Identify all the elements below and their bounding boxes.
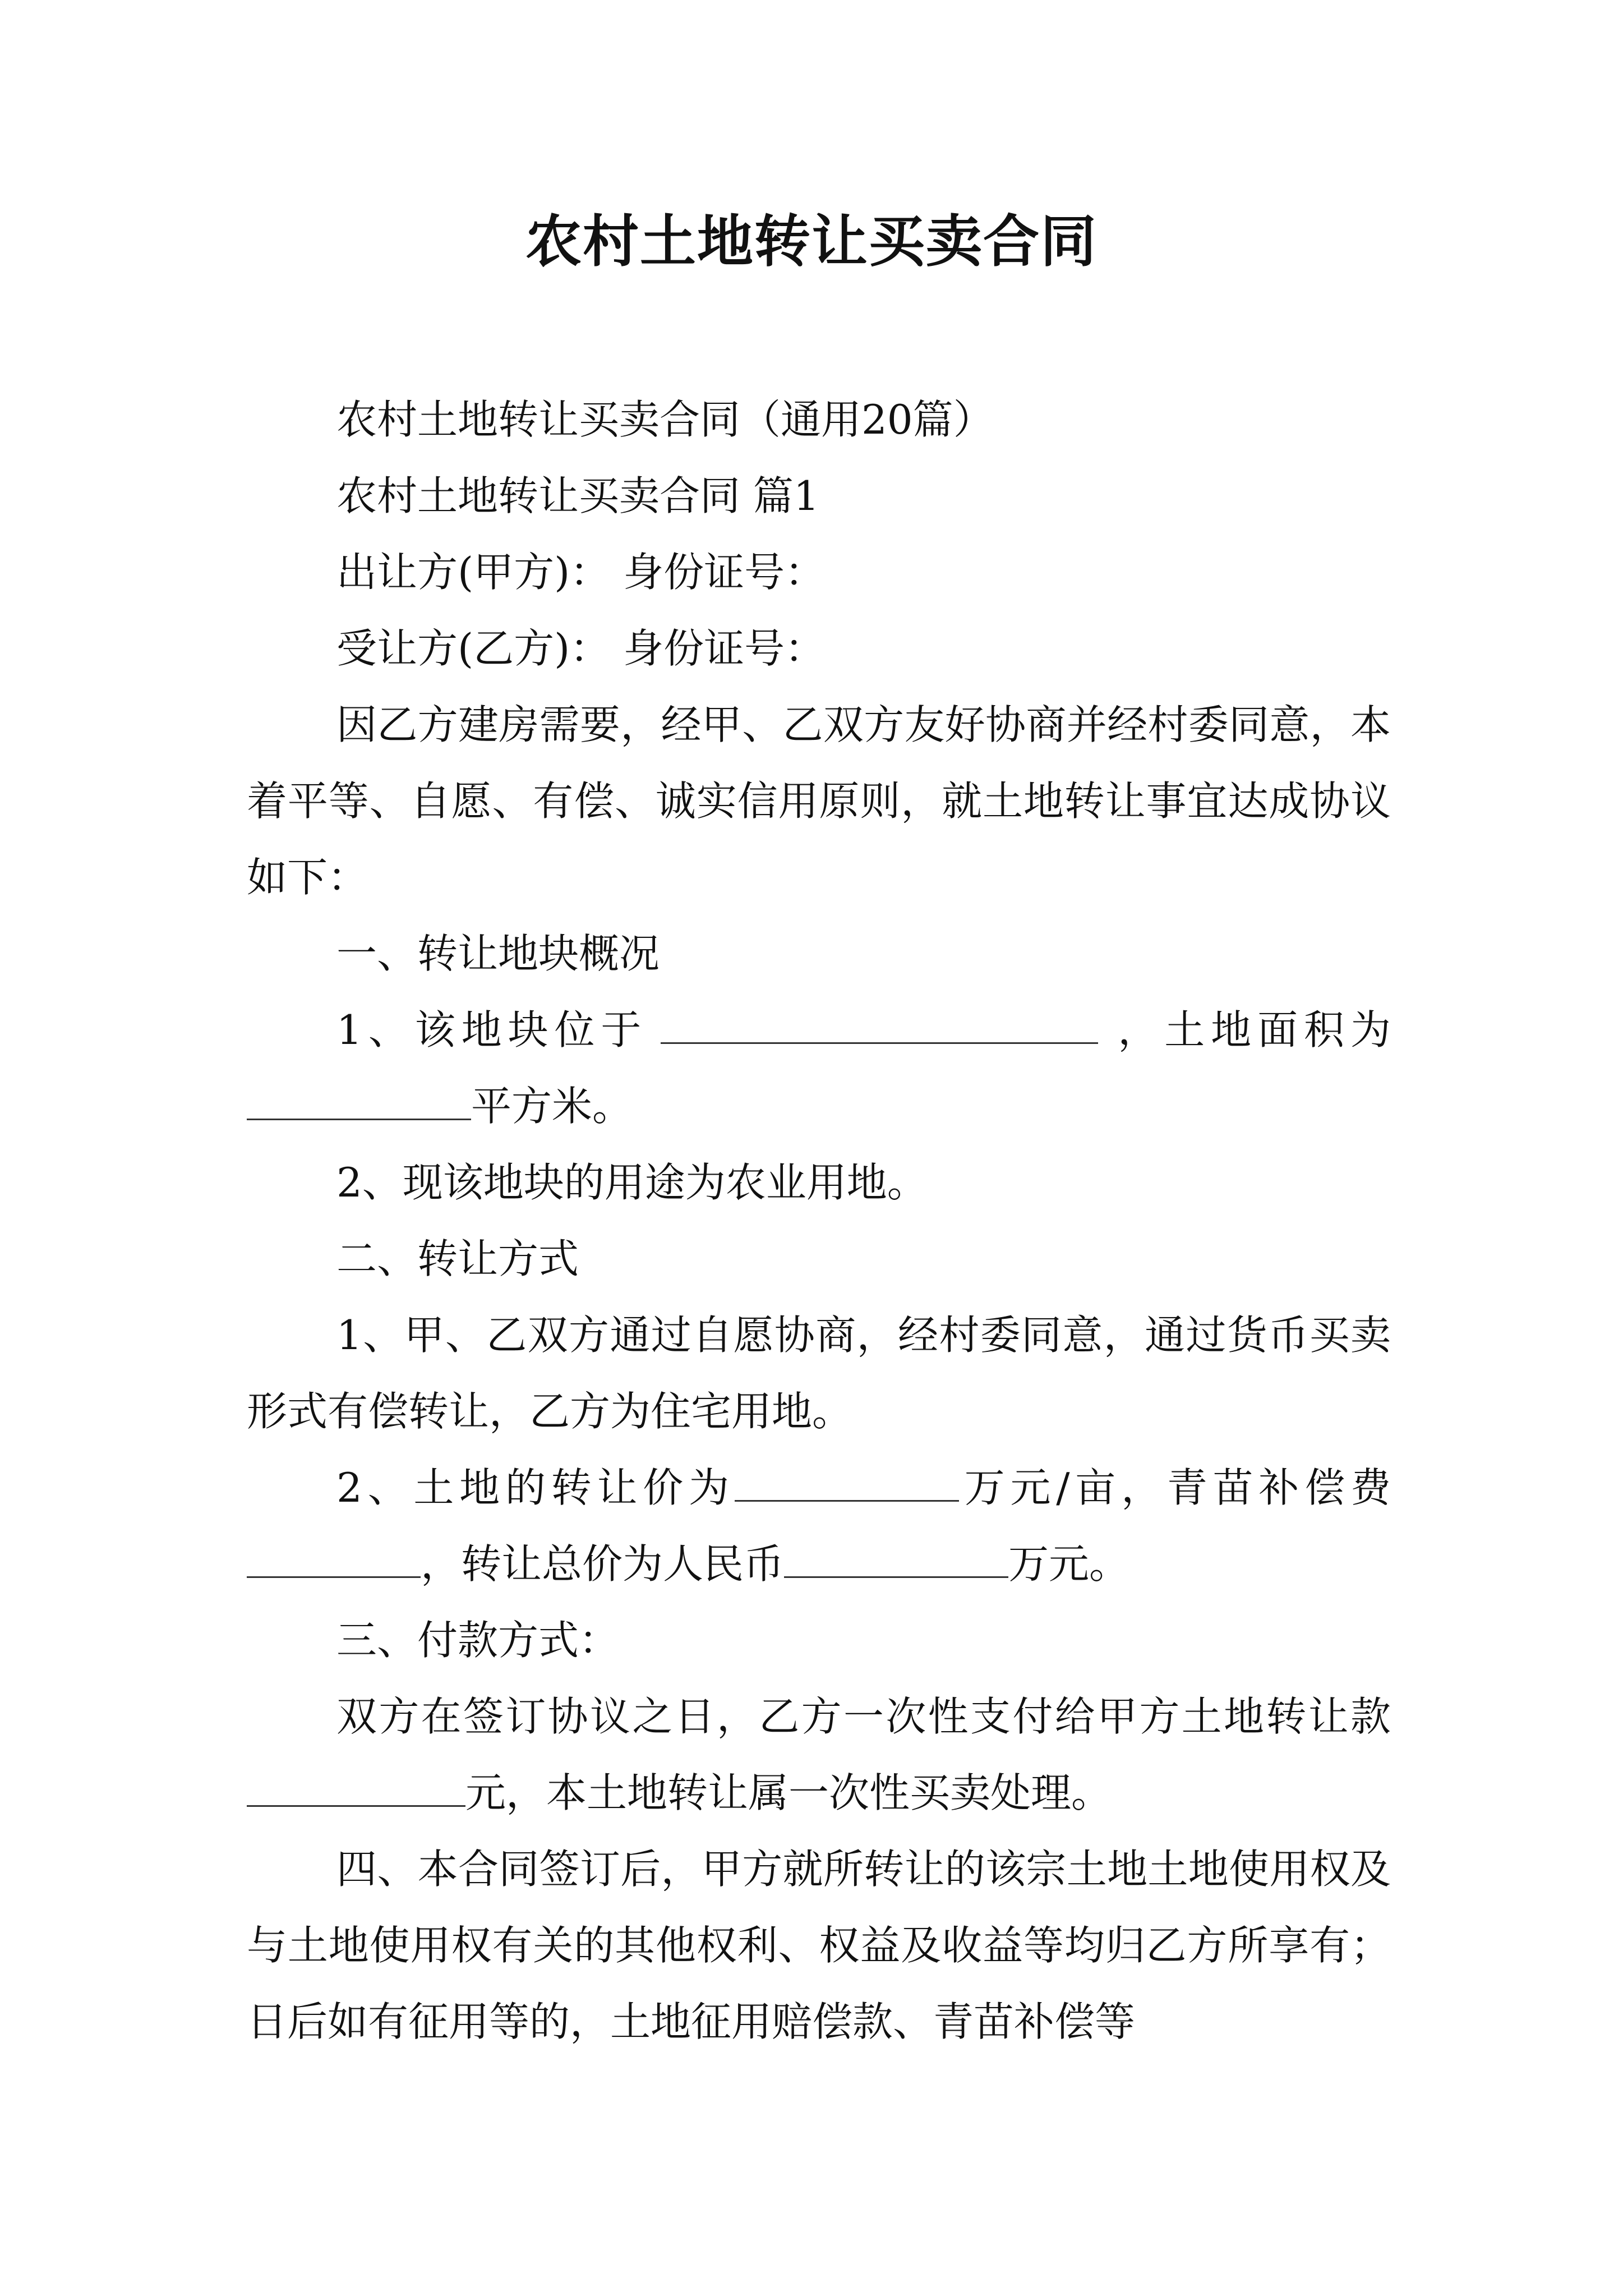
blank-payment-amount xyxy=(247,1772,465,1807)
paragraph-payment xyxy=(247,1678,1391,1831)
section-heading-1: 一、转让地块概况 xyxy=(336,930,660,977)
text-area-label: ，土地面积为 xyxy=(1112,1006,1391,1053)
text-payment-rest: 元，本土地转让属一次性买卖处理。 xyxy=(465,1769,1112,1816)
paragraph-subtitle: 农村土地转让买卖合同（通用20篇） xyxy=(336,396,994,443)
paragraph-land-use: 2、现该地块的用途为农业用地。 xyxy=(336,1159,928,1206)
blank-area xyxy=(247,1085,471,1120)
document-body xyxy=(247,381,1391,2060)
paragraph-preamble: 因乙方建房需要，经甲、乙双方友好协商并经村委同意，本着平等、自愿、有偿、诚实信用原则，就土地转让事宜达成协议如下： xyxy=(247,701,1391,901)
text-price-label: 2、土地的转让价为 xyxy=(336,1464,735,1511)
document-title: 农村土地转让买卖合同 xyxy=(525,208,1098,274)
text-area-unit: 平方米。 xyxy=(471,1083,633,1130)
blank-seedling-fee xyxy=(247,1543,421,1578)
paragraph-location-area xyxy=(247,992,1391,1144)
blank-price-per-mu xyxy=(735,1466,959,1502)
text-total-unit: 万元。 xyxy=(1008,1540,1130,1588)
section-heading-2: 二、转让方式 xyxy=(336,1235,579,1282)
text-location-label: 1、该地块位于 xyxy=(336,1006,648,1053)
paragraph-transfer-price xyxy=(247,1450,1391,1602)
section-heading-3: 三、付款方式： xyxy=(336,1617,620,1664)
text-seedling-label: 万元/亩，青苗补偿费 xyxy=(958,1464,1391,1511)
paragraph-chapter-heading: 农村土地转让买卖合同 篇1 xyxy=(336,472,819,519)
blank-location xyxy=(661,1009,1098,1044)
text-total-label: ，转让总价为人民币 xyxy=(421,1540,785,1588)
paragraph-party-b: 受让方(乙方)： 身份证号： xyxy=(336,625,826,672)
paragraph-transfer-method: 1、甲、乙双方通过自愿协商，经村委同意，通过货币买卖形式有偿转让，乙方为住宅用地。 xyxy=(247,1312,1391,1435)
blank-total-price xyxy=(784,1543,1008,1578)
paragraph-rights: 四、本合同签订后，甲方就所转让的该宗土地土地使用权及与土地使用权有关的其他权利、权益及收益等均归乙方所享有；日后如有征用等的，土地征用赔偿款、青苗补偿等 xyxy=(247,1846,1391,2045)
text-payment-label: 双方在签订协议之日，乙方一次性支付给甲方土地转让款 xyxy=(336,1693,1391,1740)
paragraph-party-a: 出让方(甲方)： 身份证号： xyxy=(336,549,826,596)
